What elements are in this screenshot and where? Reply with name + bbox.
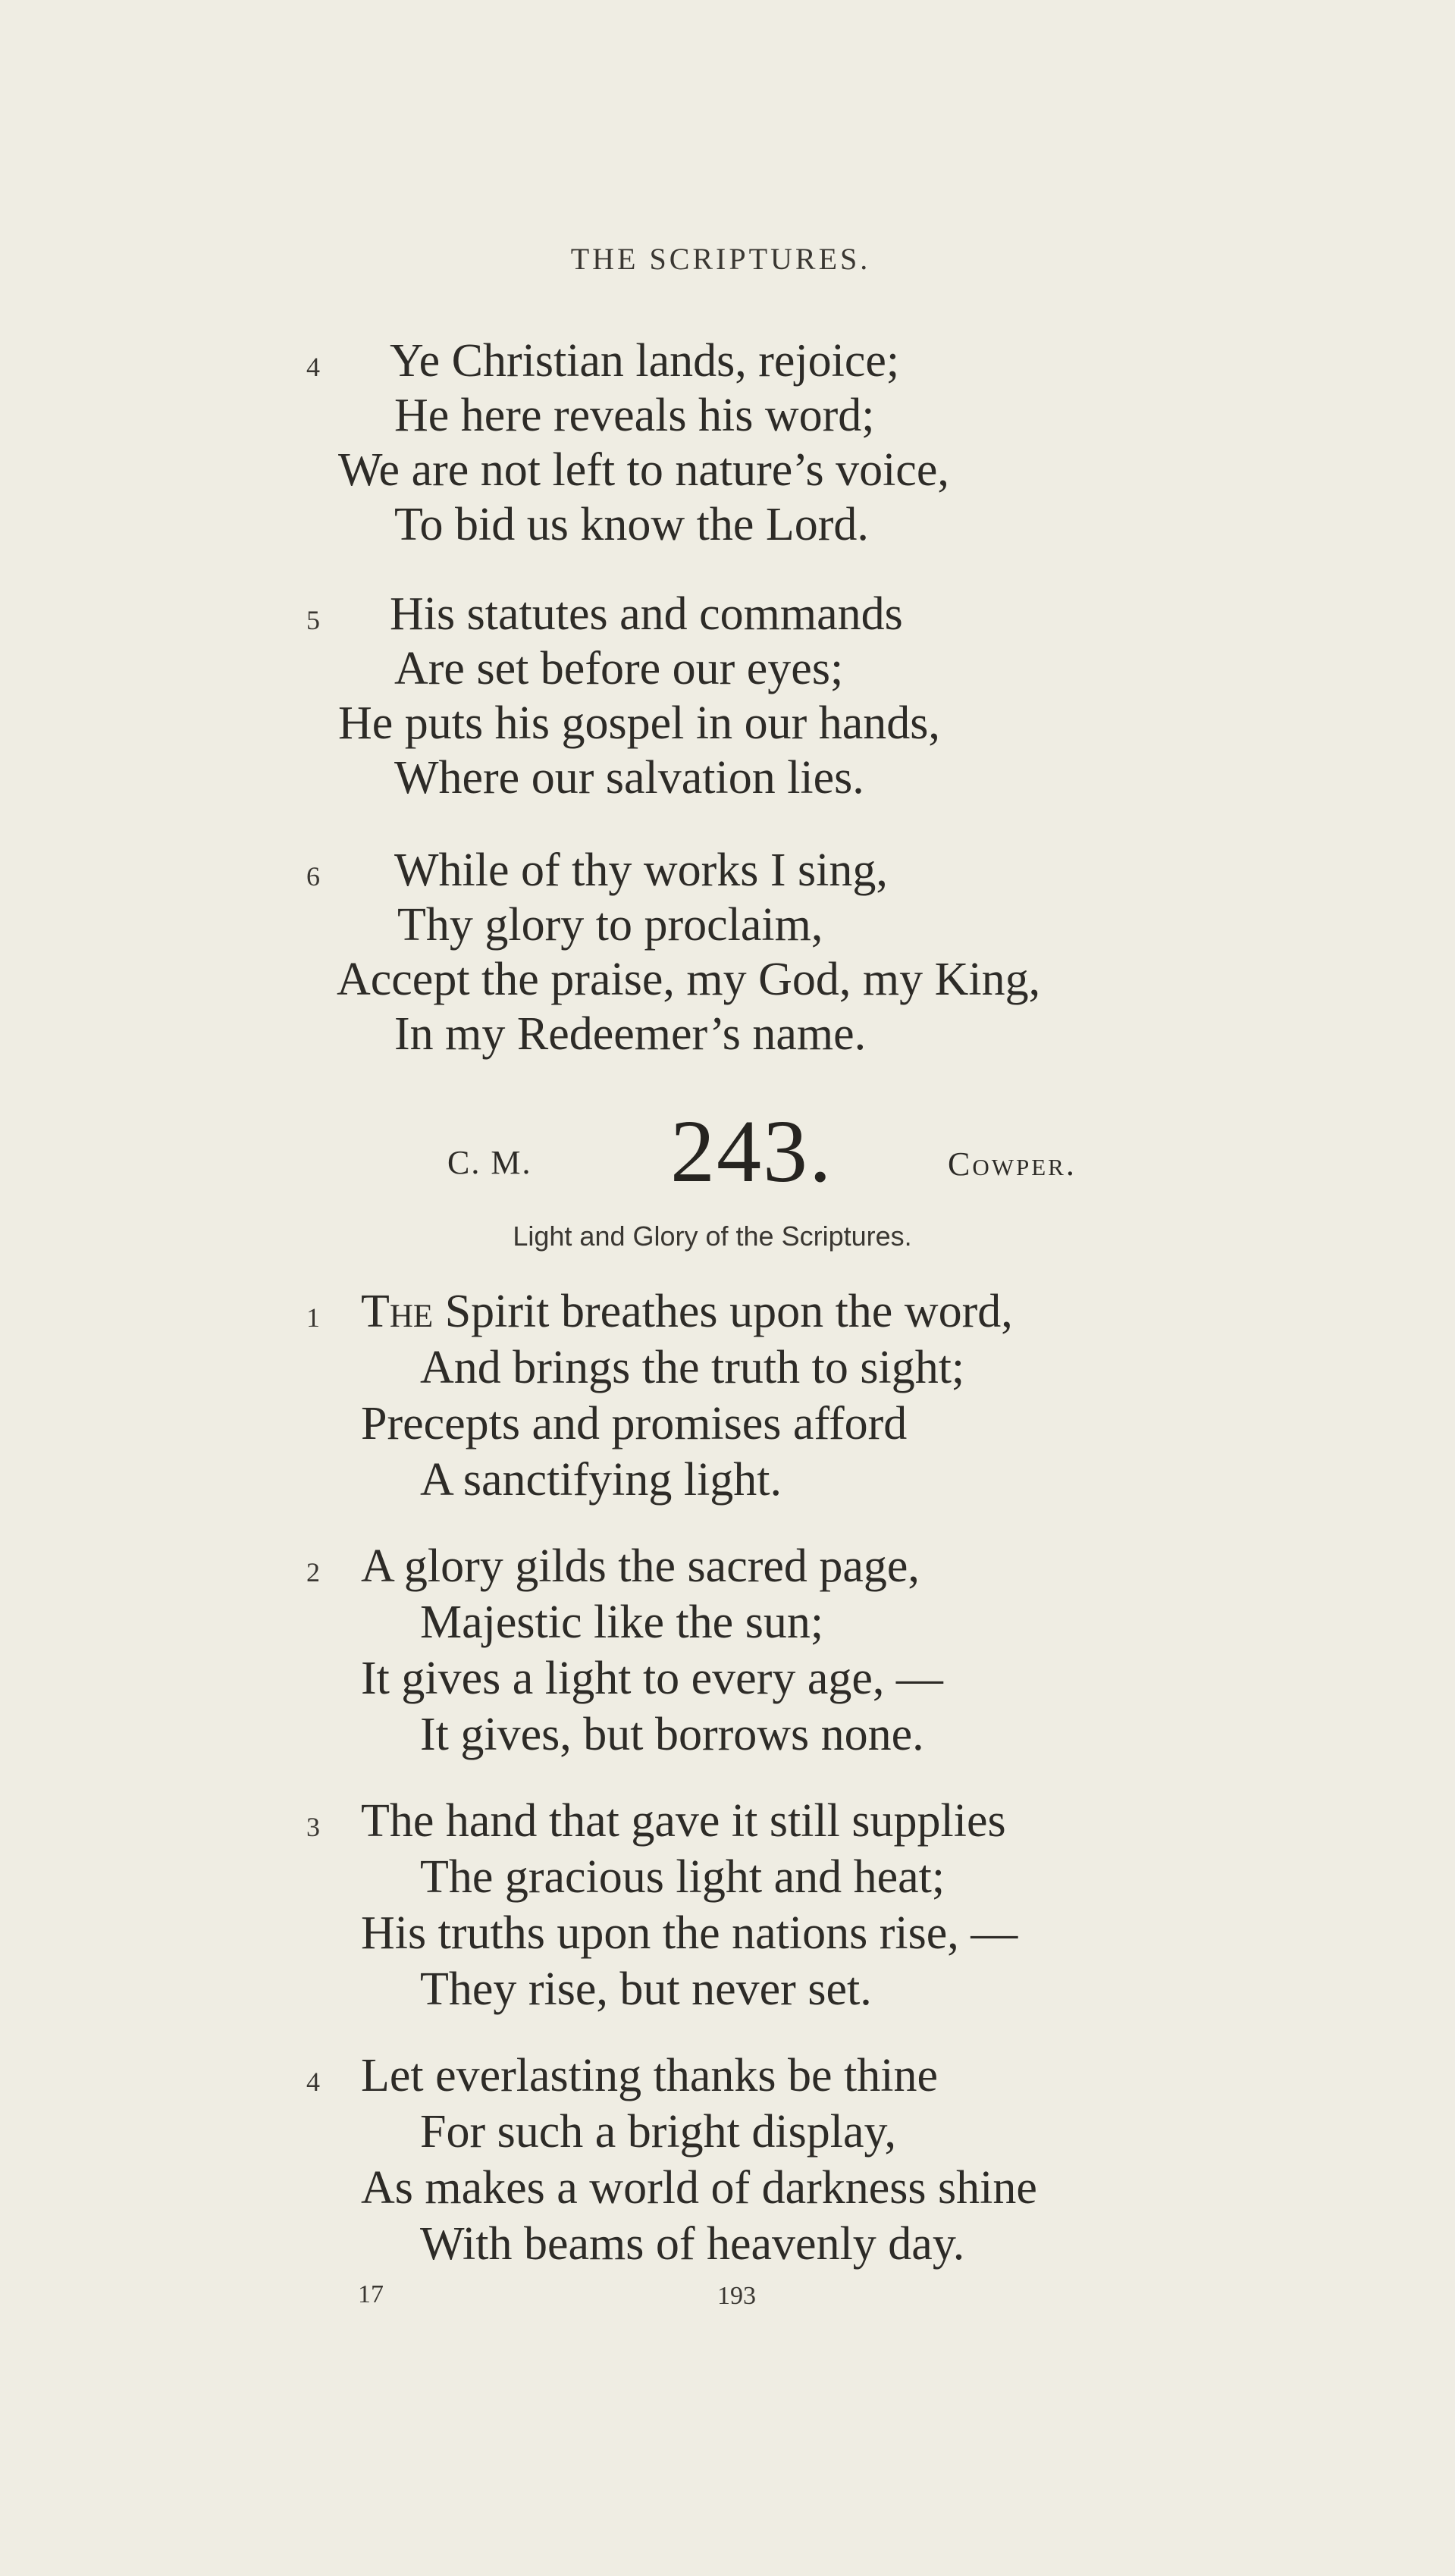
hymn-author: Cowper.	[948, 1145, 1077, 1183]
verse-line: For such a bright display,	[420, 2106, 896, 2158]
verse-line: He here reveals his word;	[394, 390, 875, 441]
verse-line: Where our salvation lies.	[394, 752, 864, 804]
page-number: 193	[717, 2282, 756, 2310]
hymn-number: 243.	[670, 1102, 833, 1201]
stanza-number: 4	[306, 2067, 320, 2097]
stanza-number: 5	[306, 605, 320, 635]
stanza-number: 2	[306, 1557, 320, 1587]
verse-line: Let everlasting thanks be thine	[361, 2050, 938, 2101]
verse-line-first	[361, 1284, 1013, 1339]
verse-line: His statutes and commands	[390, 588, 903, 640]
drop-word: The	[361, 1286, 434, 1337]
verse-line: He puts his gospel in our hands,	[338, 697, 940, 749]
verse-line: In my Redeemer’s name.	[394, 1008, 867, 1060]
hymn-meter: C. M.	[447, 1144, 532, 1181]
hymn-header	[0, 1102, 1455, 1213]
hymn-title: Light and Glory of the Scriptures.	[513, 1221, 912, 1252]
signature-mark: 17	[358, 2280, 384, 2308]
verse-line: The hand that gave it still supplies	[361, 1795, 1006, 1847]
verse-line: His truths upon the nations rise, —	[361, 1907, 1018, 1959]
verse-line: And brings the truth to sight;	[420, 1342, 965, 1393]
verse-line: While of thy works I sing,	[394, 845, 888, 896]
verse-line: It gives a light to every age, —	[361, 1653, 943, 1704]
stanza-number: 4	[306, 352, 320, 382]
verse-line: To bid us know the Lord.	[394, 499, 869, 550]
verse-line: Are set before our eyes;	[394, 643, 844, 694]
stanza-number: 6	[306, 861, 320, 892]
verse-line: With beams of heavenly day.	[420, 2218, 965, 2270]
verse-line: Thy glory to proclaim,	[397, 899, 823, 951]
verse-line: A sanctifying light.	[420, 1454, 782, 1506]
verse-line: We are not left to nature’s voice,	[338, 444, 949, 496]
verse-line: As makes a world of darkness shine	[361, 2162, 1037, 2214]
verse-line: A glory gilds the sacred page,	[361, 1540, 920, 1592]
verse-line: They rise, but never set.	[420, 1963, 872, 2015]
verse-line: Precepts and promises afford	[361, 1398, 908, 1449]
verse-line: The gracious light and heat;	[420, 1851, 945, 1903]
verse-line-rest: Spirit breathes upon the word,	[433, 1286, 1013, 1337]
stanza-number: 1	[306, 1302, 320, 1333]
verse-line: Majestic like the sun;	[420, 1597, 824, 1648]
verse-line: Accept the praise, my God, my King,	[337, 954, 1041, 1005]
stanza-number: 3	[306, 1812, 320, 1842]
verse-line: It gives, but borrows none.	[420, 1709, 924, 1760]
verse-line: Ye Christian lands, rejoice;	[390, 335, 900, 387]
running-head: THE SCRIPTURES.	[570, 242, 871, 276]
